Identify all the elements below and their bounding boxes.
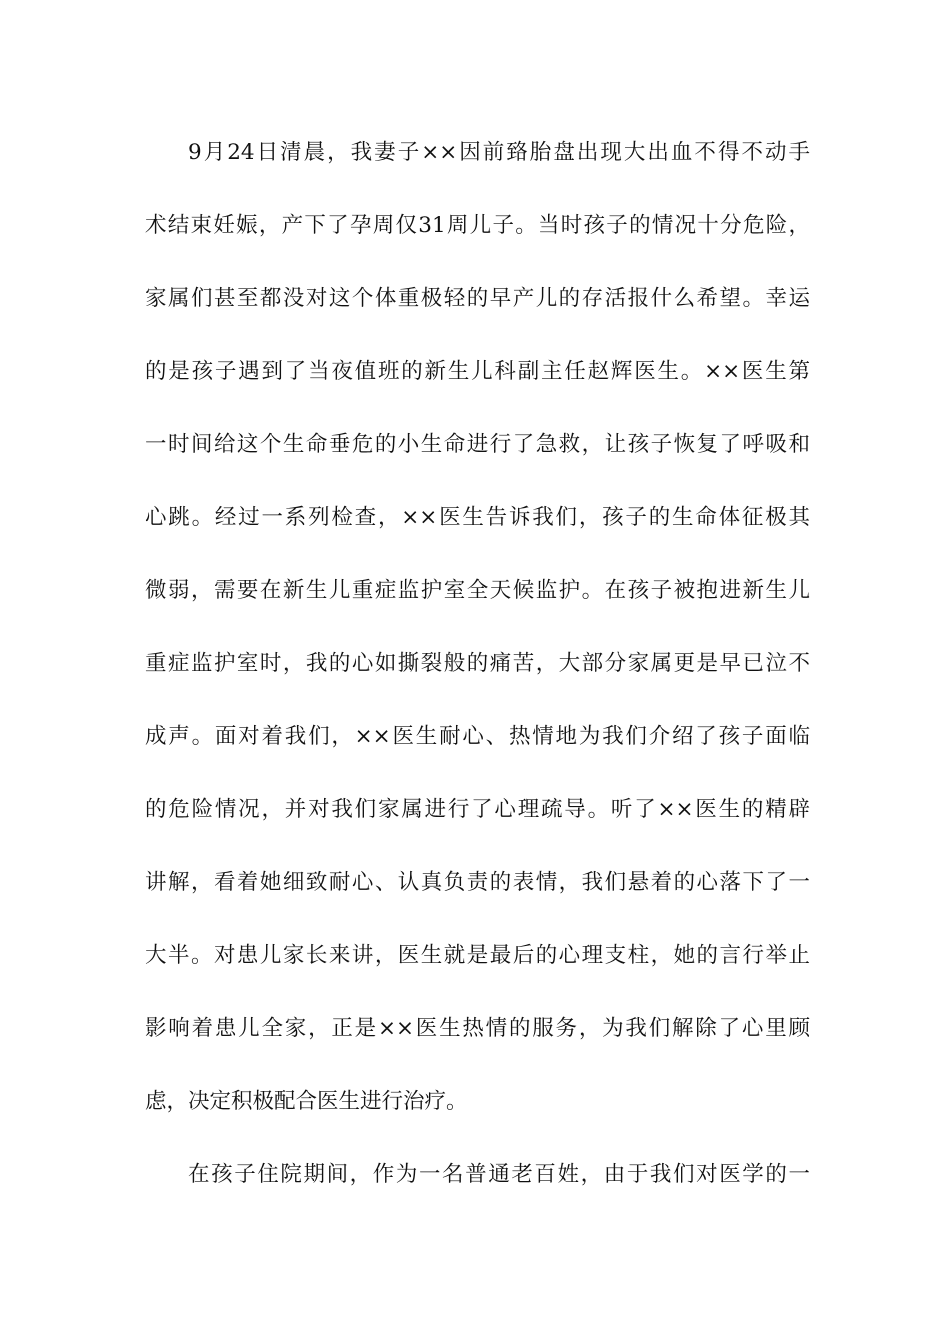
paragraph-line: 重症监护室时，我的心如撕裂般的痛苦，大部分家属更是早已泣不 xyxy=(145,651,810,676)
paragraph-line: 虑，决定积极配合医生进行治疗。 xyxy=(145,1089,468,1114)
paragraph-line: 影响着患儿全家，正是××医生热情的服务，为我们解除了心里顾 xyxy=(145,1016,810,1041)
paragraph-line: 的是孩子遇到了当夜值班的新生儿科副主任赵辉医生。××医生第 xyxy=(145,359,810,384)
body-text xyxy=(145,135,810,1230)
paragraph-line: 大半。对患儿家长来讲，医生就是最后的心理支柱，她的言行举止 xyxy=(145,943,810,968)
paragraph-line: 成声。面对着我们，××医生耐心、热情地为我们介绍了孩子面临 xyxy=(145,724,810,749)
paragraph-line: 讲解，看着她细致耐心、认真负责的表情，我们悬着的心落下了一 xyxy=(145,870,810,895)
paragraph-line: 在孩子住院期间，作为一名普通老百姓，由于我们对医学的一 xyxy=(188,1162,810,1187)
paragraph-line: 一时间给这个生命垂危的小生命进行了急救，让孩子恢复了呼吸和 xyxy=(145,432,810,457)
paragraph-line: 的危险情况，并对我们家属进行了心理疏导。听了××医生的精辟 xyxy=(145,797,810,822)
paragraph-line: 心跳。经过一系列检查，××医生告诉我们，孩子的生命体征极其 xyxy=(145,505,810,530)
paragraph-line: 9月24日清晨，我妻子××因前臵胎盘出现大出血不得不动手 xyxy=(188,140,810,165)
paragraph-line: 家属们甚至都没对这个体重极轻的早产儿的存活报什么希望。幸运 xyxy=(145,286,810,311)
paragraph-line: 术结束妊娠，产下了孕周仅31周儿子。当时孩子的情况十分危险， xyxy=(145,213,810,238)
paragraph-line: 微弱，需要在新生儿重症监护室全天候监护。在孩子被抱进新生儿 xyxy=(145,578,810,603)
